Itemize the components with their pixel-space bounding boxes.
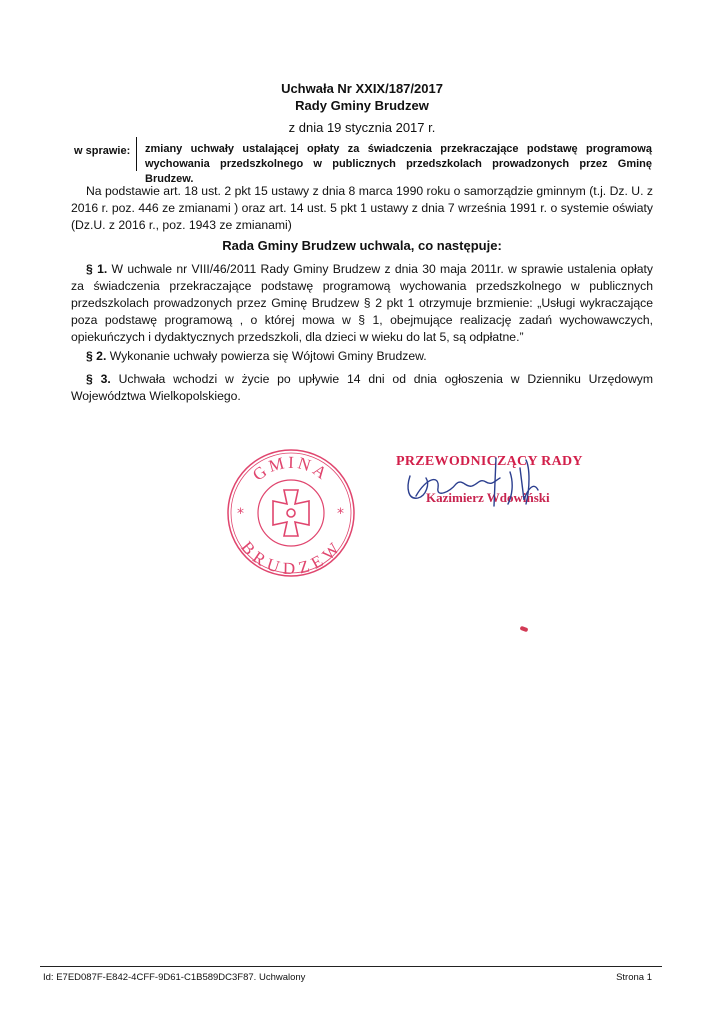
legal-basis: Na podstawie art. 18 ust. 2 pkt 15 ustawy z dnia 8 marca 1990 roku o samorządzie gminnym (t.j. Dz. U. z 2016 r. poz. 446 ze zmianami ) oraz art. 14 ust. 5 pkt 1 ustawy z dnia 7 września 1991 r. o systemie oświaty (Dz.U. z 2016 r., poz. 1943 ze zmianami) xyxy=(71,184,653,232)
svg-text:*: * xyxy=(237,506,244,522)
svg-text:*: * xyxy=(337,506,344,522)
section-3-number: § 3. xyxy=(86,372,111,386)
cross-emblem-icon xyxy=(273,490,309,536)
stamp-text-top: GMINA xyxy=(249,452,333,485)
section-3-text: Uchwała wchodzi w życie po upływie 14 dni od dnia ogłoszenia w Dzienniku Urzędowym Województwa Wielkopolskiego. xyxy=(71,372,653,403)
stamp-text-bottom: BRUDZEW xyxy=(237,537,345,579)
chairman-title-stamp: PRZEWODNICZĄCY RADY xyxy=(396,454,583,469)
ink-mark xyxy=(520,626,529,632)
footer-divider xyxy=(40,966,662,967)
section-2-number: § 2. xyxy=(86,349,107,363)
council-name: Rady Gminy Brudzew xyxy=(295,98,429,113)
section-1 xyxy=(71,261,653,346)
section-1-number: § 1. xyxy=(86,262,108,276)
resolves-heading: Rada Gminy Brudzew uchwala, co następuje: xyxy=(222,238,502,253)
section-1-text: W uchwale nr VIII/46/2011 Rady Gminy Brudzew z dnia 30 maja 2011r. w sprawie ustalenia opłaty za świadczenia przekraczające podstawę programową wychowania przedszkolnego w publicznych przedszkolach prowadzonych przez Gminę Brudzew § 2 pkt 1 otrzymuje brzmienie: „Usługi wykraczające poza podstawę programową , o której mowa w § 1, obejmujące realizację zadań wychowawczych, opiekuńczych i dydaktycznych przedszkoli, dla dzieci w wieku do lat 5, są odpłatne.” xyxy=(71,262,653,344)
document-id: Id: E7ED087F-E842-4CFF-9D61-C1B589DC3F87. Uchwalony xyxy=(43,972,306,983)
chairman-name-stamp: Kazimierz Wdowiński xyxy=(426,490,550,505)
subject-text: zmiany uchwały ustalającej opłaty za świadczenia przekraczające podstawę programową wychowania przedszkolnego w publicznych przedszkolach prowadzonych przez Gminę Brudzew. xyxy=(145,143,652,185)
page-number: Strona 1 xyxy=(616,972,652,983)
subject-divider xyxy=(136,137,137,171)
subject-label: w sprawie: xyxy=(74,145,131,157)
resolution-number: Uchwała Nr XXIX/187/2017 xyxy=(281,81,443,96)
chairman-signature-block xyxy=(396,448,596,518)
section-2 xyxy=(71,348,653,365)
section-2-text: Wykonanie uchwały powierza się Wójtowi Gminy Brudzew. xyxy=(106,349,427,363)
resolution-date: z dnia 19 stycznia 2017 r. xyxy=(288,120,436,135)
handwritten-signature xyxy=(396,448,596,518)
section-3 xyxy=(71,371,653,405)
municipality-stamp xyxy=(224,446,358,580)
